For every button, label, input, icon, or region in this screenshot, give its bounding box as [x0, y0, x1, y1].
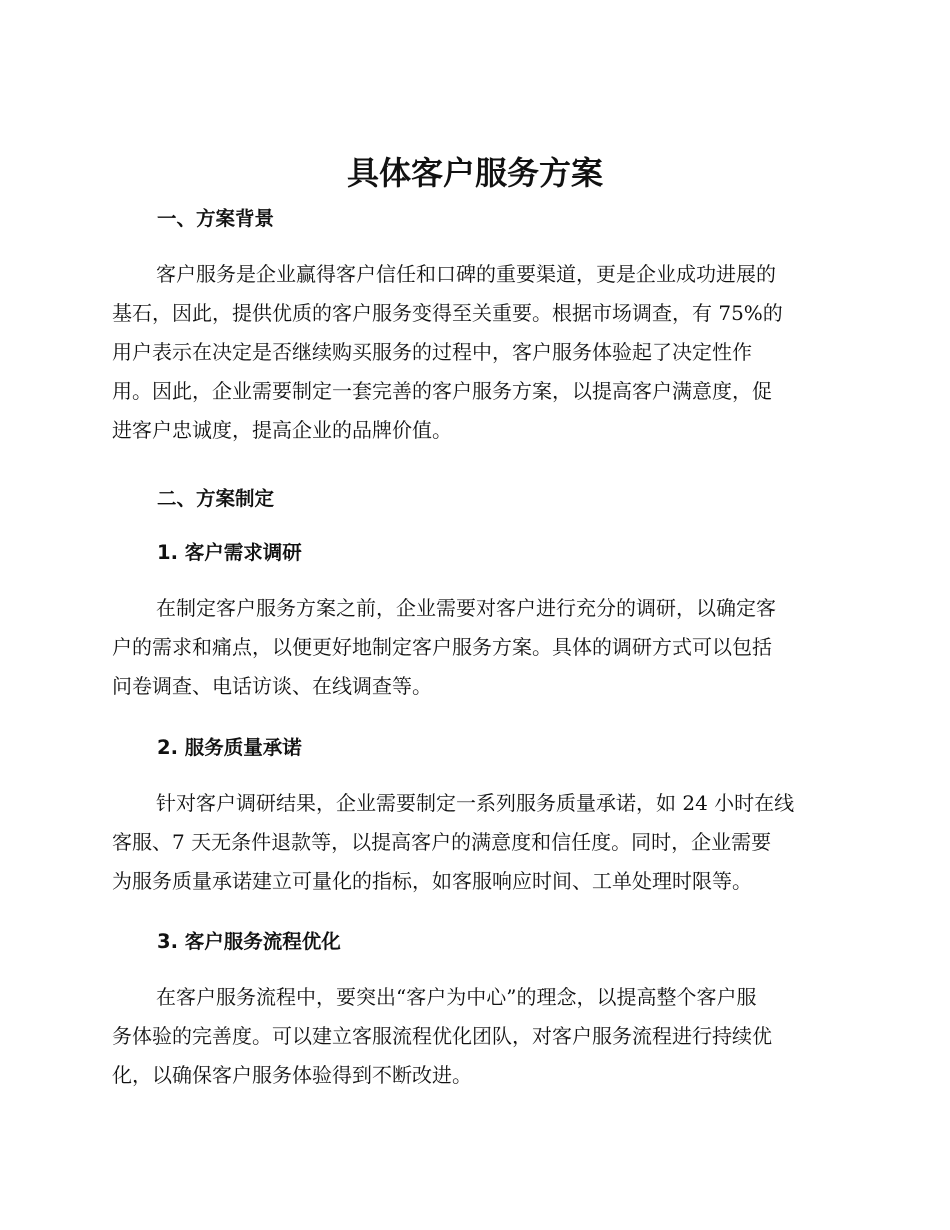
paragraph-line: 务体验的完善度。可以建立客服流程优化团队，对客户服务流程进行持续优: [112, 1024, 772, 1048]
paragraph-commitment: [112, 784, 840, 901]
paragraph-line: 进客户忠诚度，提高企业的品牌价值。: [112, 418, 452, 442]
paragraph-line: 用户表示在决定是否继续购买服务的过程中，客户服务体验起了决定性作: [112, 340, 752, 364]
paragraph-background: [112, 255, 840, 450]
section-heading-background: 一、方案背景: [157, 207, 275, 230]
paragraph-line: 针对客户调研结果，企业需要制定一系列服务质量承诺，如 24 小时在线: [156, 791, 795, 815]
subsection-heading-research: 1. 客户需求调研: [157, 541, 302, 564]
paragraph-line: 化，以确保客户服务体验得到不断改进。: [112, 1063, 472, 1087]
section-heading-formulation: 二、方案制定: [157, 487, 275, 510]
paragraph-line: 问卷调查、电话访谈、在线调查等。: [112, 674, 432, 698]
paragraph-line: 在客户服务流程中，要突出“客户为中心”的理念，以提高整个客户服: [156, 985, 757, 1009]
subsection-heading-commitment: 2. 服务质量承诺: [157, 736, 302, 759]
paragraph-line: 基石，因此，提供优质的客户服务变得至关重要。根据市场调查，有 75%的: [112, 301, 783, 325]
paragraph-line: 户的需求和痛点，以便更好地制定客户服务方案。具体的调研方式可以包括: [112, 635, 772, 659]
document-title: 具体客户服务方案: [346, 154, 603, 192]
paragraph-line: 客服、7 天无条件退款等，以提高客户的满意度和信任度。同时，企业需要: [112, 830, 772, 854]
paragraph-process: [112, 978, 840, 1095]
paragraph-line: 用。因此，企业需要制定一套完善的客户服务方案，以提高客户满意度，促: [112, 379, 772, 403]
paragraph-research: [112, 589, 840, 706]
paragraph-line: 客户服务是企业赢得客户信任和口碑的重要渠道，更是企业成功进展的: [156, 262, 776, 286]
subsection-heading-process: 3. 客户服务流程优化: [157, 930, 341, 953]
paragraph-line: 为服务质量承诺建立可量化的指标，如客服响应时间、工单处理时限等。: [112, 869, 752, 893]
paragraph-line: 在制定客户服务方案之前，企业需要对客户进行充分的调研，以确定客: [156, 596, 776, 620]
